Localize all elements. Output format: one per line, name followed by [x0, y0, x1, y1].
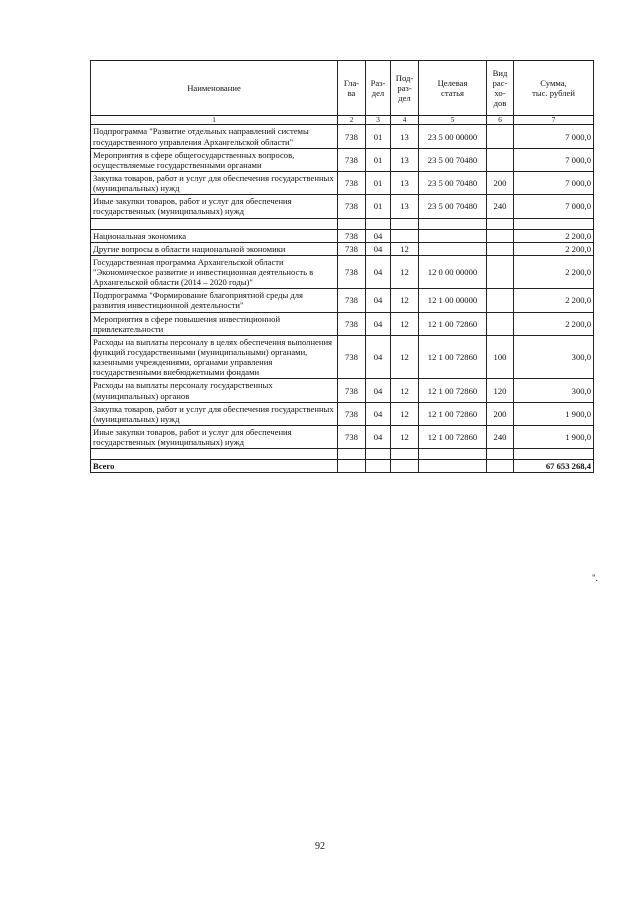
cell-sum: 1 900,0	[514, 402, 594, 425]
cell-sum: 2 200,0	[514, 312, 594, 335]
cell-sum: 2 200,0	[514, 242, 594, 255]
cell-glava: 738	[338, 289, 366, 312]
cell-target: 23 5 00 70480	[419, 195, 487, 218]
cell-name: Расходы на выплаты персоналу в целях обеспечения выполнения функций государственными (муниципальными) органами, казенными учреждениями, органами управления государственными внебюджетными фондами	[91, 335, 338, 379]
header-podrazdel: Под- раз- дел	[391, 61, 419, 116]
cell-sum: 300,0	[514, 379, 594, 402]
header-razdel: Раз- дел	[366, 61, 391, 116]
spacer-row	[91, 218, 594, 229]
spacer-row	[91, 449, 594, 460]
header-name: Наименование	[91, 61, 338, 116]
page-number: 92	[315, 841, 325, 852]
cell-glava: 738	[338, 335, 366, 379]
cell-glava: 738	[338, 426, 366, 449]
spacer-cell	[391, 449, 419, 460]
table-row	[91, 335, 594, 379]
cell-name: Национальная экономика	[91, 229, 338, 242]
cell-vid: 120	[487, 379, 514, 402]
column-number: 6	[487, 116, 514, 125]
cell-target: 12 1 00 00000	[419, 289, 487, 312]
cell-glava: 738	[338, 255, 366, 288]
cell-sum: 300,0	[514, 335, 594, 379]
cell-name: Закупка товаров, работ и услуг для обеспечения государственных (муниципальных) нужд	[91, 172, 338, 195]
cell-glava: 738	[338, 312, 366, 335]
table-row	[91, 402, 594, 425]
spacer-cell	[419, 449, 487, 460]
cell-vid: 240	[487, 195, 514, 218]
closing-quote-mark: ".	[592, 573, 598, 583]
header-vid: Вид рас- хо- дов	[487, 61, 514, 116]
cell-podrazdel: 12	[391, 242, 419, 255]
cell-vid	[487, 312, 514, 335]
spacer-cell	[487, 218, 514, 229]
cell-vid: 200	[487, 172, 514, 195]
cell-sum: 67 653 268,4	[514, 460, 594, 473]
cell-glava	[338, 460, 366, 473]
cell-razdel: 04	[366, 312, 391, 335]
spacer-cell	[514, 218, 594, 229]
column-number: 3	[366, 116, 391, 125]
cell-name: Мероприятия в сфере повышения инвестиционной привлекательности	[91, 312, 338, 335]
cell-sum: 2 200,0	[514, 255, 594, 288]
cell-vid	[487, 148, 514, 171]
cell-name: Иные закупки товаров, работ и услуг для обеспечения государственных (муниципальных) нужд	[91, 426, 338, 449]
cell-glava: 738	[338, 402, 366, 425]
cell-target	[419, 460, 487, 473]
cell-razdel: 04	[366, 335, 391, 379]
cell-name: Расходы на выплаты персоналу государственных (муниципальных) органов	[91, 379, 338, 402]
cell-target: 12 1 00 72860	[419, 379, 487, 402]
column-number: 1	[91, 116, 338, 125]
cell-name: Мероприятия в сфере общегосударственных вопросов, осуществляемые государственными органами	[91, 148, 338, 171]
column-number-row	[91, 116, 594, 125]
spacer-cell	[419, 218, 487, 229]
cell-vid	[487, 242, 514, 255]
cell-podrazdel: 12	[391, 312, 419, 335]
cell-glava: 738	[338, 242, 366, 255]
cell-vid	[487, 460, 514, 473]
header-glava: Гла- ва	[338, 61, 366, 116]
cell-target: 12 1 00 72860	[419, 312, 487, 335]
table-row	[91, 195, 594, 218]
cell-razdel	[366, 460, 391, 473]
cell-razdel: 04	[366, 426, 391, 449]
cell-razdel: 04	[366, 242, 391, 255]
table-row	[91, 312, 594, 335]
budget-table	[90, 60, 594, 473]
cell-name: Другие вопросы в области национальной экономики	[91, 242, 338, 255]
cell-podrazdel: 12	[391, 255, 419, 288]
cell-target: 23 5 00 70480	[419, 148, 487, 171]
cell-name: Закупка товаров, работ и услуг для обеспечения государственных (муниципальных) нужд	[91, 402, 338, 425]
cell-vid	[487, 229, 514, 242]
spacer-cell	[514, 449, 594, 460]
cell-name: Всего	[91, 460, 338, 473]
spacer-cell	[91, 218, 338, 229]
cell-podrazdel	[391, 229, 419, 242]
cell-podrazdel: 13	[391, 172, 419, 195]
cell-vid	[487, 125, 514, 148]
cell-podrazdel: 13	[391, 148, 419, 171]
cell-name: Подпрограмма "Формирование благоприятной среды для развития инвестиционной деятельности"	[91, 289, 338, 312]
cell-razdel: 01	[366, 195, 391, 218]
cell-razdel: 01	[366, 172, 391, 195]
cell-target	[419, 229, 487, 242]
cell-target: 23 5 00 70480	[419, 172, 487, 195]
cell-vid: 200	[487, 402, 514, 425]
cell-glava: 738	[338, 148, 366, 171]
cell-sum: 2 200,0	[514, 229, 594, 242]
cell-razdel: 04	[366, 255, 391, 288]
spacer-cell	[366, 449, 391, 460]
spacer-cell	[91, 449, 338, 460]
cell-sum: 7 000,0	[514, 172, 594, 195]
column-number: 7	[514, 116, 594, 125]
cell-name: Иные закупки товаров, работ и услуг для обеспечения государственных (муниципальных) нужд	[91, 195, 338, 218]
cell-glava: 738	[338, 379, 366, 402]
cell-sum: 7 000,0	[514, 125, 594, 148]
cell-target: 12 1 00 72860	[419, 426, 487, 449]
table-row	[91, 148, 594, 171]
cell-razdel: 01	[366, 125, 391, 148]
cell-razdel: 04	[366, 289, 391, 312]
cell-razdel: 04	[366, 379, 391, 402]
table-row	[91, 125, 594, 148]
cell-name: Государственная программа Архангельской области "Экономическое развитие и инвестиционная деятельность в Архангельской области (2014 – 2020 годы)"	[91, 255, 338, 288]
cell-name: Подпрограмма "Развитие отдельных направлений системы государственного управления Архангельской области"	[91, 125, 338, 148]
header-row	[91, 61, 594, 116]
cell-sum: 1 900,0	[514, 426, 594, 449]
cell-target: 12 0 00 00000	[419, 255, 487, 288]
cell-razdel: 04	[366, 402, 391, 425]
cell-target: 12 1 00 72860	[419, 335, 487, 379]
table-row	[91, 229, 594, 242]
cell-podrazdel: 12	[391, 289, 419, 312]
cell-podrazdel	[391, 460, 419, 473]
cell-sum: 7 000,0	[514, 148, 594, 171]
cell-target	[419, 242, 487, 255]
spacer-cell	[338, 218, 366, 229]
column-number: 2	[338, 116, 366, 125]
table-row	[91, 172, 594, 195]
cell-razdel: 04	[366, 229, 391, 242]
cell-target: 12 1 00 72860	[419, 402, 487, 425]
cell-vid: 100	[487, 335, 514, 379]
cell-podrazdel: 13	[391, 195, 419, 218]
cell-sum: 7 000,0	[514, 195, 594, 218]
spacer-cell	[487, 449, 514, 460]
cell-podrazdel: 12	[391, 426, 419, 449]
cell-glava: 738	[338, 195, 366, 218]
cell-podrazdel: 12	[391, 402, 419, 425]
header-sum: Сумма, тыс. рублей	[514, 61, 594, 116]
spacer-cell	[391, 218, 419, 229]
cell-glava: 738	[338, 125, 366, 148]
column-number: 5	[419, 116, 487, 125]
spacer-cell	[338, 449, 366, 460]
cell-target: 23 5 00 00000	[419, 125, 487, 148]
spacer-cell	[366, 218, 391, 229]
cell-sum: 2 200,0	[514, 289, 594, 312]
cell-razdel: 01	[366, 148, 391, 171]
table-row	[91, 242, 594, 255]
column-number: 4	[391, 116, 419, 125]
cell-glava: 738	[338, 172, 366, 195]
table-row	[91, 426, 594, 449]
total-row	[91, 460, 594, 473]
table-row	[91, 255, 594, 288]
cell-podrazdel: 13	[391, 125, 419, 148]
cell-vid	[487, 289, 514, 312]
cell-glava: 738	[338, 229, 366, 242]
cell-podrazdel: 12	[391, 379, 419, 402]
cell-podrazdel: 12	[391, 335, 419, 379]
table-row	[91, 289, 594, 312]
cell-vid	[487, 255, 514, 288]
header-target: Целевая статья	[419, 61, 487, 116]
cell-vid: 240	[487, 426, 514, 449]
table-row	[91, 379, 594, 402]
